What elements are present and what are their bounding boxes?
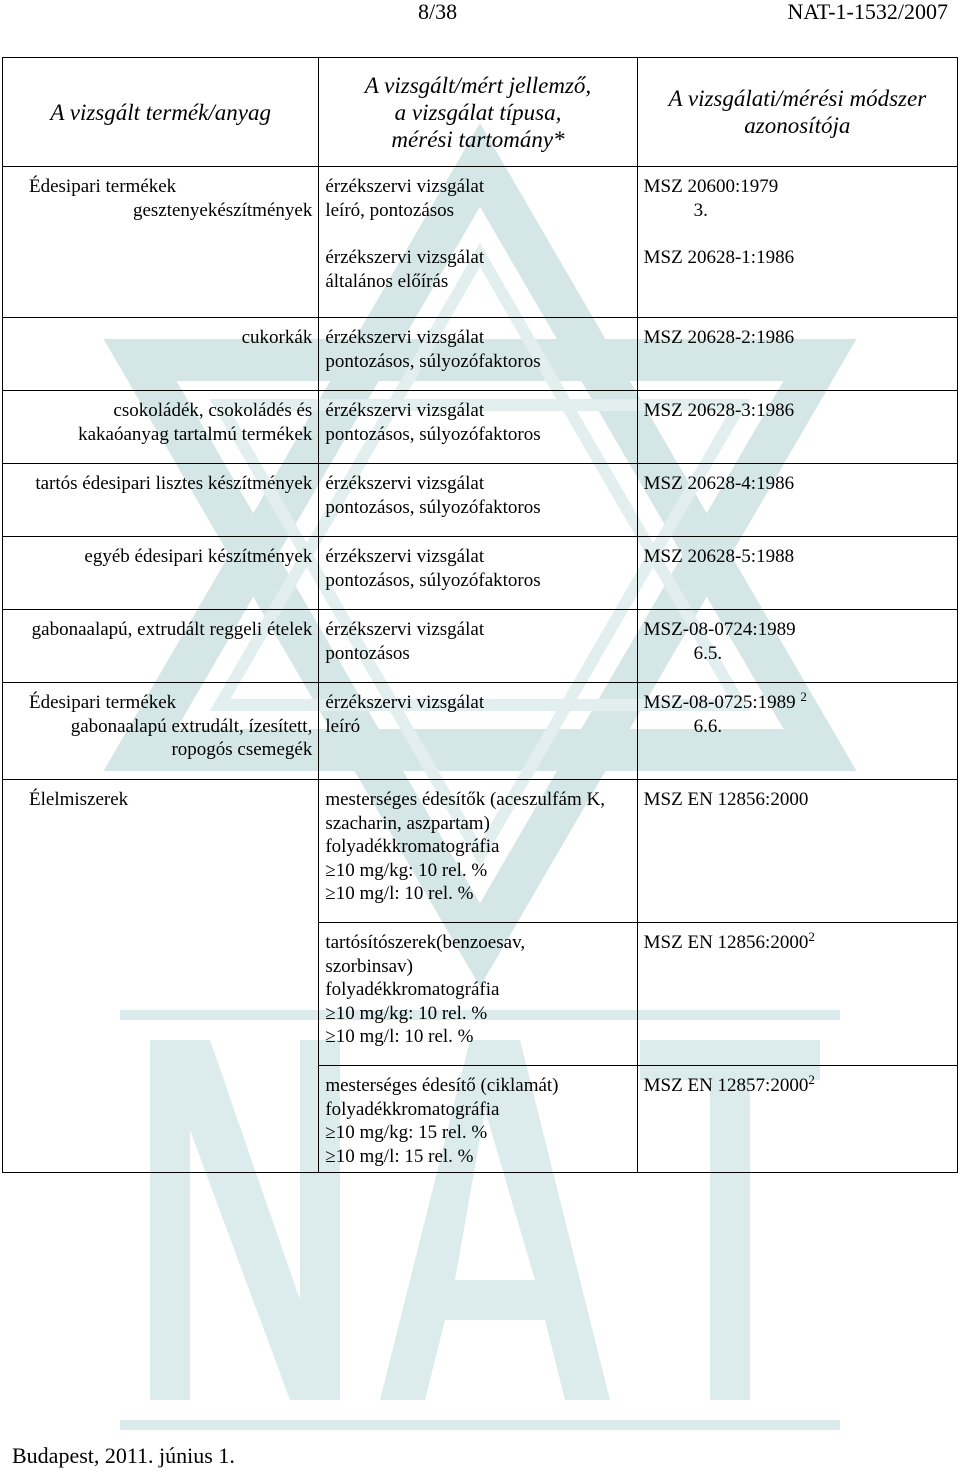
product-cell: Élelmiszerek — [3, 780, 319, 1173]
method-cell: MSZ EN 12856:2000$^2$ — [637, 923, 957, 1066]
test-cell: érzékszervi vizsgálat pontozásos, súlyozófaktoros — [319, 464, 637, 537]
column-header-method — [637, 58, 957, 167]
product-cell: cukorkák — [3, 318, 319, 391]
table-row — [3, 318, 958, 391]
product-cell: csokoládék, csokoládés és kakaóanyag tartalmú termékek — [3, 391, 319, 464]
product-cell: gabonaalapú, extrudált reggeli ételek — [3, 610, 319, 683]
table-row — [3, 780, 958, 923]
product-cell: tartós édesipari lisztes készítmények — [3, 464, 319, 537]
test-cell: tartósítószerek(benzoesav, szorbinsav) folyadékkromatográfia ≥10 mg/kg: 10 rel. % ≥10 mg/l: 10 rel. % — [319, 923, 637, 1066]
method-cell: MSZ 20628-4:1986 — [637, 464, 957, 537]
test-cell: érzékszervi vizsgálat pontozásos — [319, 610, 637, 683]
page-number: 8/38 — [418, 0, 458, 24]
accreditation-table — [2, 57, 958, 1173]
test-cell: érzékszervi vizsgálat leíró — [319, 683, 637, 780]
product-cell: Édesipari termékek gabonaalapú extrudált, ízesített, ropogós csemegék — [3, 683, 319, 780]
method-cell: MSZ 20628-3:1986 — [637, 391, 957, 464]
footer-date: Budapest, 2011. június 1. — [12, 1443, 235, 1468]
test-cell: érzékszervi vizsgálat pontozásos, súlyozófaktoros — [319, 537, 637, 610]
column-header-line: azonosítója — [744, 113, 851, 138]
column-header-line: A vizsgált/mért jellemző, — [364, 72, 592, 98]
table-row — [3, 683, 958, 780]
method-cell: MSZ EN 12856:2000 — [637, 780, 957, 923]
test-cell: érzékszervi vizsgálat pontozásos, súlyozófaktoros — [319, 318, 637, 391]
column-header-line: mérési tartomány* — [391, 126, 565, 152]
method-cell: MSZ-08-0724:1989 6.5. — [637, 610, 957, 683]
method-cell: MSZ 20628-5:1988 — [637, 537, 957, 610]
footnote-marker: 2 — [808, 1072, 815, 1087]
column-header-line: A vizsgálati/mérési módszer — [668, 86, 927, 111]
method-cell: MSZ 20600:1979 3. MSZ 20628-1:1986 — [637, 167, 957, 318]
test-cell: mesterséges édesítők (aceszulfám K, szacharin, aszpartam) folyadékkromatográfia ≥10 mg/kg: 10 rel. % ≥10 mg/l: 10 rel. % — [319, 780, 637, 923]
table-row — [3, 537, 958, 610]
method-cell: MSZ 20628-2:1986 — [637, 318, 957, 391]
table-row — [3, 167, 958, 318]
method-cell: MSZ EN 12857:2000$^2$ — [637, 1066, 957, 1173]
footnote-marker: 2 — [800, 689, 807, 704]
method-cell: MSZ-08-0725:1989 $^2$ 6.6. — [637, 683, 957, 780]
column-header-product: A vizsgált termék/anyag — [3, 58, 319, 167]
table-row — [3, 464, 958, 537]
test-cell: érzékszervi vizsgálat leíró, pontozásos érzékszervi vizsgálat általános előírás — [319, 167, 637, 318]
footnote-marker: 2 — [808, 929, 815, 944]
table-header-row — [3, 58, 958, 167]
test-cell: mesterséges édesítő (ciklamát) folyadékkromatográfia ≥10 mg/kg: 15 rel. % ≥10 mg/l: 15 rel. % — [319, 1066, 637, 1173]
table-row — [3, 391, 958, 464]
column-header-line: a vizsgálat típusa, — [394, 99, 562, 125]
column-header-characteristic — [319, 58, 637, 167]
table-row — [3, 610, 958, 683]
test-cell: érzékszervi vizsgálat pontozásos, súlyozófaktoros — [319, 391, 637, 464]
product-cell: Édesipari termékek gesztenyekészítmények — [3, 167, 319, 318]
page-header — [0, 0, 960, 30]
product-cell: egyéb édesipari készítmények — [3, 537, 319, 610]
document-id: NAT-1-1532/2007 — [787, 0, 948, 24]
